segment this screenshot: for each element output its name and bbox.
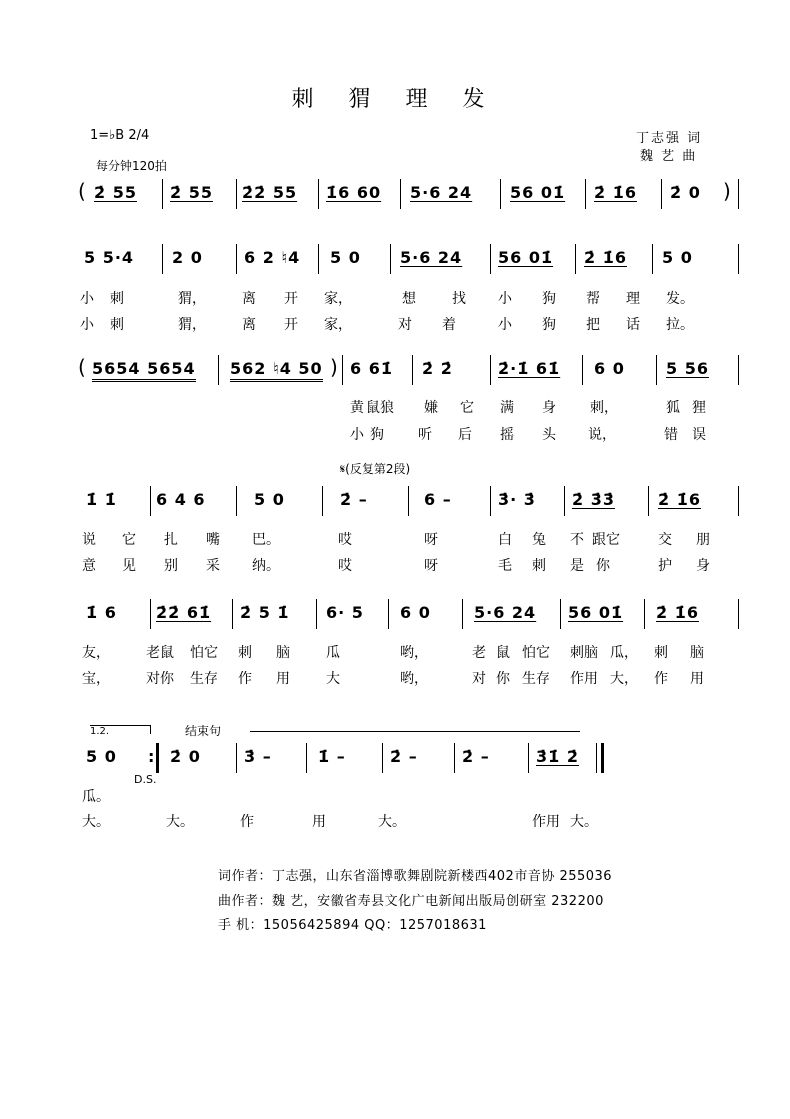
lyric-syllable: 是: [570, 558, 584, 574]
lyric-syllable: 说: [82, 532, 96, 548]
lyric-syllable: 刺: [532, 558, 546, 574]
measure: 6· 5: [326, 603, 364, 622]
lyric-syllable: 大。: [570, 814, 598, 830]
barline: [738, 599, 739, 629]
measure: 6 0: [400, 603, 431, 622]
lyric-syllable: 哟，: [400, 671, 428, 687]
composer-credit: 魏 艺 曲: [640, 149, 698, 164]
lyric-syllable: 刺脑: [570, 645, 598, 661]
barline: [388, 599, 389, 629]
lyric-syllable: 脑: [690, 645, 704, 661]
barline: [150, 486, 151, 516]
lyric-syllable: 摇: [500, 427, 514, 443]
measure: 56 01̇: [510, 183, 566, 202]
barline: [738, 179, 739, 209]
lyrics-s3-v1: [80, 397, 720, 417]
footer-lyricist: 词作者：丁志强，山东省淄博歌舞剧院新楼西402市音协 255036: [218, 869, 613, 884]
lyric-syllable: 小: [498, 317, 512, 333]
lyric-syllable: 小: [350, 427, 364, 443]
lyric-syllable: 帮: [586, 291, 600, 307]
measure: 5·6 24: [474, 603, 537, 622]
lyric-syllable: 怕它: [190, 645, 218, 661]
measure: 5 0: [86, 747, 117, 766]
final-barline-thin: [596, 743, 597, 773]
barline: [316, 599, 317, 629]
lyric-syllable: 着: [442, 317, 456, 333]
lyric-syllable: 作: [238, 671, 252, 687]
lyric-syllable: 刺，: [590, 400, 618, 416]
lyrics-s4-v1: [80, 529, 720, 549]
segno-marking: [340, 460, 410, 477]
lyric-syllable: 生存: [522, 671, 550, 687]
lyric-syllable: 刺: [110, 291, 124, 307]
lyric-syllable: 鼠狼: [366, 400, 394, 416]
lyric-syllable: 后: [458, 427, 472, 443]
lyrics-s4-v2: [80, 555, 720, 575]
barline: [644, 599, 645, 629]
barline: [150, 599, 151, 629]
lyric-syllable: 宝，: [82, 671, 110, 687]
lyric-syllable: 扎: [164, 532, 178, 548]
measure: 5 0: [662, 248, 693, 267]
lyric-syllable: 离: [242, 291, 256, 307]
barline: [382, 743, 383, 773]
repeat-barline: [156, 743, 159, 773]
notation-system-6: [78, 741, 740, 775]
barline: [342, 355, 343, 385]
barline: [582, 355, 583, 385]
lyric-syllable: 嫌: [424, 400, 438, 416]
measure: 6 4 6: [156, 490, 206, 509]
measure: 2̇ –: [462, 747, 490, 766]
measure: 5654 5654: [92, 359, 196, 382]
barline: [648, 486, 649, 516]
measure: 6 61̇: [350, 359, 393, 378]
lyric-syllable: 错: [664, 427, 678, 443]
lyric-syllable: 对你: [146, 671, 174, 687]
lyric-syllable: 狗: [370, 427, 384, 443]
lyric-syllable: 见: [122, 558, 136, 574]
lyric-syllable: 刺: [654, 645, 668, 661]
lyrics-s3-v2: [80, 424, 720, 444]
lyric-syllable: 大，: [610, 671, 638, 687]
notation-system-5: [78, 597, 740, 631]
lyric-syllable: 满: [500, 400, 514, 416]
barline: [490, 486, 491, 516]
lyrics-s5-v2: [80, 668, 720, 688]
barline: [454, 743, 455, 773]
measure: 5 56: [666, 359, 709, 378]
barline: [560, 599, 561, 629]
lyric-syllable: 大: [326, 671, 340, 687]
lyric-syllable: 狐: [666, 400, 680, 416]
lyric-syllable: 友，: [82, 645, 110, 661]
lyric-syllable: 狸: [692, 400, 706, 416]
lyric-syllable: 瓜。: [82, 789, 110, 805]
lyric-syllable: 大。: [378, 814, 406, 830]
lyric-syllable: 嘴: [206, 532, 220, 548]
lyric-syllable: 哎: [338, 558, 352, 574]
measure: 2̇ 0: [670, 183, 701, 202]
footer-composer: 曲作者：魏 艺，安徽省寿县文化广电新闻出版局创研室 232200: [218, 894, 604, 909]
lyric-syllable: 作: [654, 671, 668, 687]
measure: 2̇ –: [340, 490, 368, 509]
ending-phrase-line: [250, 731, 580, 732]
lyric-syllable: 交: [658, 532, 672, 548]
barline: [236, 743, 237, 773]
lyric-syllable: 大。: [82, 814, 110, 830]
measure: 2̇2̇ 55: [242, 183, 298, 202]
lyric-syllable: 找: [452, 291, 466, 307]
notation-system-4: [78, 484, 740, 518]
lyric-syllable: 小: [80, 317, 94, 333]
barline: [738, 244, 739, 274]
barline: [236, 244, 237, 274]
lyric-syllable: 家，: [324, 317, 352, 333]
measure: 5 5·4: [84, 248, 135, 267]
barline: [661, 179, 662, 209]
lyric-syllable: 对: [398, 317, 412, 333]
measure: 2̇ 0: [170, 747, 201, 766]
ending-phrase-label: 结束句: [185, 724, 222, 738]
lyric-syllable: 它: [460, 400, 474, 416]
measure: 2̇ 1̇6: [658, 490, 701, 509]
barline: [236, 179, 237, 209]
lyric-syllable: 老: [472, 645, 486, 661]
lyric-syllable: 瓜: [326, 645, 340, 661]
measure: 6 2 ♮4: [244, 248, 301, 267]
lyric-syllable: 猬，: [178, 317, 206, 333]
barline: [564, 486, 565, 516]
barline: [575, 244, 576, 274]
lyric-syllable: 黄: [350, 400, 364, 416]
measure: 2̇ 3̇3̇: [572, 490, 615, 509]
barline: [322, 486, 323, 516]
lyric-syllable: 用: [276, 671, 290, 687]
barline: [408, 486, 409, 516]
measure: 5·6 24: [410, 183, 473, 202]
lyric-syllable: 它: [122, 532, 136, 548]
barline: [490, 355, 491, 385]
lyrics-s2-v2: [80, 314, 720, 334]
measure: 2̇2̇ 61̇: [156, 603, 212, 622]
measure: 56 01̇: [568, 603, 624, 622]
close-paren: ): [723, 179, 731, 203]
lyric-syllable: 头: [542, 427, 556, 443]
measure: 2 0: [172, 248, 203, 267]
barline: [162, 244, 163, 274]
lyric-syllable: 生存: [190, 671, 218, 687]
lyric-syllable: 开: [284, 317, 298, 333]
measure: 6 0: [594, 359, 625, 378]
lyrics-s6-v2: [80, 811, 720, 831]
barline: [306, 743, 307, 773]
lyric-syllable: 开: [284, 291, 298, 307]
measure: 2̇ 2̇: [422, 359, 453, 378]
barline: [400, 179, 401, 209]
barline: [656, 355, 657, 385]
lyric-syllable: 意: [82, 558, 96, 574]
barline: [232, 599, 233, 629]
barline: [738, 355, 739, 385]
measure: 5 0: [254, 490, 285, 509]
lyric-syllable: 刺: [110, 317, 124, 333]
lyric-syllable: 别: [164, 558, 178, 574]
barline: [585, 179, 586, 209]
repeat-sign: :: [148, 747, 156, 766]
lyric-syllable: 老鼠: [146, 645, 174, 661]
footer-phone: 手 机：15056425894 QQ：1257018631: [218, 918, 487, 933]
barline: [500, 179, 501, 209]
lyrics-s6-v1: [80, 786, 720, 806]
measure: 5 0: [330, 248, 361, 267]
lyric-syllable: 狗: [542, 317, 556, 333]
lyric-syllable: 你: [496, 671, 510, 687]
barline: [528, 743, 529, 773]
measure: 2̇ 55: [94, 183, 137, 202]
lyric-syllable: 鼠: [496, 645, 510, 661]
measure: 3̇1̇ 2̇: [536, 747, 579, 766]
lyric-syllable: 怕它: [522, 645, 550, 661]
measure: 2̇ 55: [170, 183, 213, 202]
barline: [412, 355, 413, 385]
lyric-syllable: 哟，: [400, 645, 428, 661]
barline: [236, 486, 237, 516]
measure: 562 ♮4 50: [230, 359, 323, 382]
measure: 2̇ 1̇6: [594, 183, 637, 202]
barline: [738, 486, 739, 516]
lyric-syllable: 用: [690, 671, 704, 687]
lyric-syllable: 瓜，: [610, 645, 638, 661]
lyric-syllable: 发。: [666, 291, 694, 307]
notation-system-2: [78, 242, 740, 276]
barline: [318, 179, 319, 209]
segno-text: (反复第2段): [345, 462, 411, 476]
final-barline-thick: [601, 743, 604, 773]
lyric-syllable: 护: [658, 558, 672, 574]
lyric-syllable: 你: [596, 558, 610, 574]
measure: 2̇ –: [390, 747, 418, 766]
lyric-syllable: 刺: [238, 645, 252, 661]
barline: [162, 179, 163, 209]
lyric-syllable: 作用: [570, 671, 598, 687]
barline: [462, 599, 463, 629]
lyric-syllable: 呀: [424, 532, 438, 548]
ds-marking: D.S.: [134, 773, 157, 786]
lyric-syllable: 小: [498, 291, 512, 307]
measure: 1̇6 60: [326, 183, 382, 202]
lyric-syllable: 理: [626, 291, 640, 307]
tempo-marking: 每分钟120拍: [96, 159, 167, 173]
measure: 2̇·1̇ 61̇: [498, 359, 561, 378]
lyric-syllable: 哎: [338, 532, 352, 548]
lyric-syllable: 话: [626, 317, 640, 333]
segno-icon: 𝄋: [340, 462, 346, 476]
measure: 1̇ 6: [86, 603, 117, 622]
lyrics-s2-v1: [80, 288, 720, 308]
lyric-syllable: 家，: [324, 291, 352, 307]
lyric-syllable: 巴。: [252, 532, 280, 548]
barline: [652, 244, 653, 274]
barline: [390, 244, 391, 274]
lyric-syllable: 听: [418, 427, 432, 443]
measure: 1̇ –: [318, 747, 346, 766]
lyric-syllable: 兔: [532, 532, 546, 548]
barline: [490, 244, 491, 274]
key-signature: 1=♭B 2/4: [90, 128, 150, 143]
lyric-syllable: 想: [402, 291, 416, 307]
measure: 2̇ 1̇6: [656, 603, 699, 622]
lyric-syllable: 不: [570, 532, 584, 548]
lyric-syllable: 猬，: [178, 291, 206, 307]
lyric-syllable: 误: [692, 427, 706, 443]
lyric-syllable: 小: [80, 291, 94, 307]
lyric-syllable: 离: [242, 317, 256, 333]
lyric-syllable: 毛: [498, 558, 512, 574]
measure: 56 01̇: [498, 248, 554, 267]
lyric-syllable: 大。: [166, 814, 194, 830]
measure: 3̇· 3̇: [498, 490, 536, 509]
notation-system-3: [78, 353, 740, 387]
open-paren: (: [78, 355, 86, 379]
measure: 6 –: [424, 490, 452, 509]
lyric-syllable: 把: [586, 317, 600, 333]
lyric-syllable: 拉。: [666, 317, 694, 333]
lyric-syllable: 呀: [424, 558, 438, 574]
lyric-syllable: 用: [312, 814, 326, 830]
lyricist-credit: 丁志强 词: [636, 131, 703, 146]
lyric-syllable: 作用: [532, 814, 560, 830]
lyric-syllable: 采: [206, 558, 220, 574]
notation-system-1: [78, 177, 740, 211]
measure: 5·6 24: [400, 248, 463, 267]
barline: [318, 244, 319, 274]
measure: 1̇ 1̇: [86, 490, 117, 509]
lyric-syllable: 身: [696, 558, 710, 574]
lyric-syllable: 脑: [276, 645, 290, 661]
lyric-syllable: 说，: [588, 427, 616, 443]
song-title: 刺 猬 理 发: [291, 87, 499, 112]
lyric-syllable: 对: [472, 671, 486, 687]
measure: 2̇ 1̇6: [584, 248, 627, 267]
lyric-syllable: 跟它: [592, 532, 620, 548]
measure: 2̇ 5 1̇: [240, 603, 290, 622]
lyric-syllable: 身: [542, 400, 556, 416]
lyric-syllable: 白: [498, 532, 512, 548]
open-paren: (: [78, 179, 86, 203]
close-paren: ): [330, 355, 338, 379]
lyric-syllable: 狗: [542, 291, 556, 307]
lyric-syllable: 纳。: [252, 558, 280, 574]
lyric-syllable: 朋: [696, 532, 710, 548]
measure: 3̇ –: [244, 747, 272, 766]
volta-bracket: 1.2.: [90, 725, 151, 734]
lyric-syllable: 作: [240, 814, 254, 830]
barline: [218, 355, 219, 385]
lyrics-s5-v1: [80, 642, 720, 662]
